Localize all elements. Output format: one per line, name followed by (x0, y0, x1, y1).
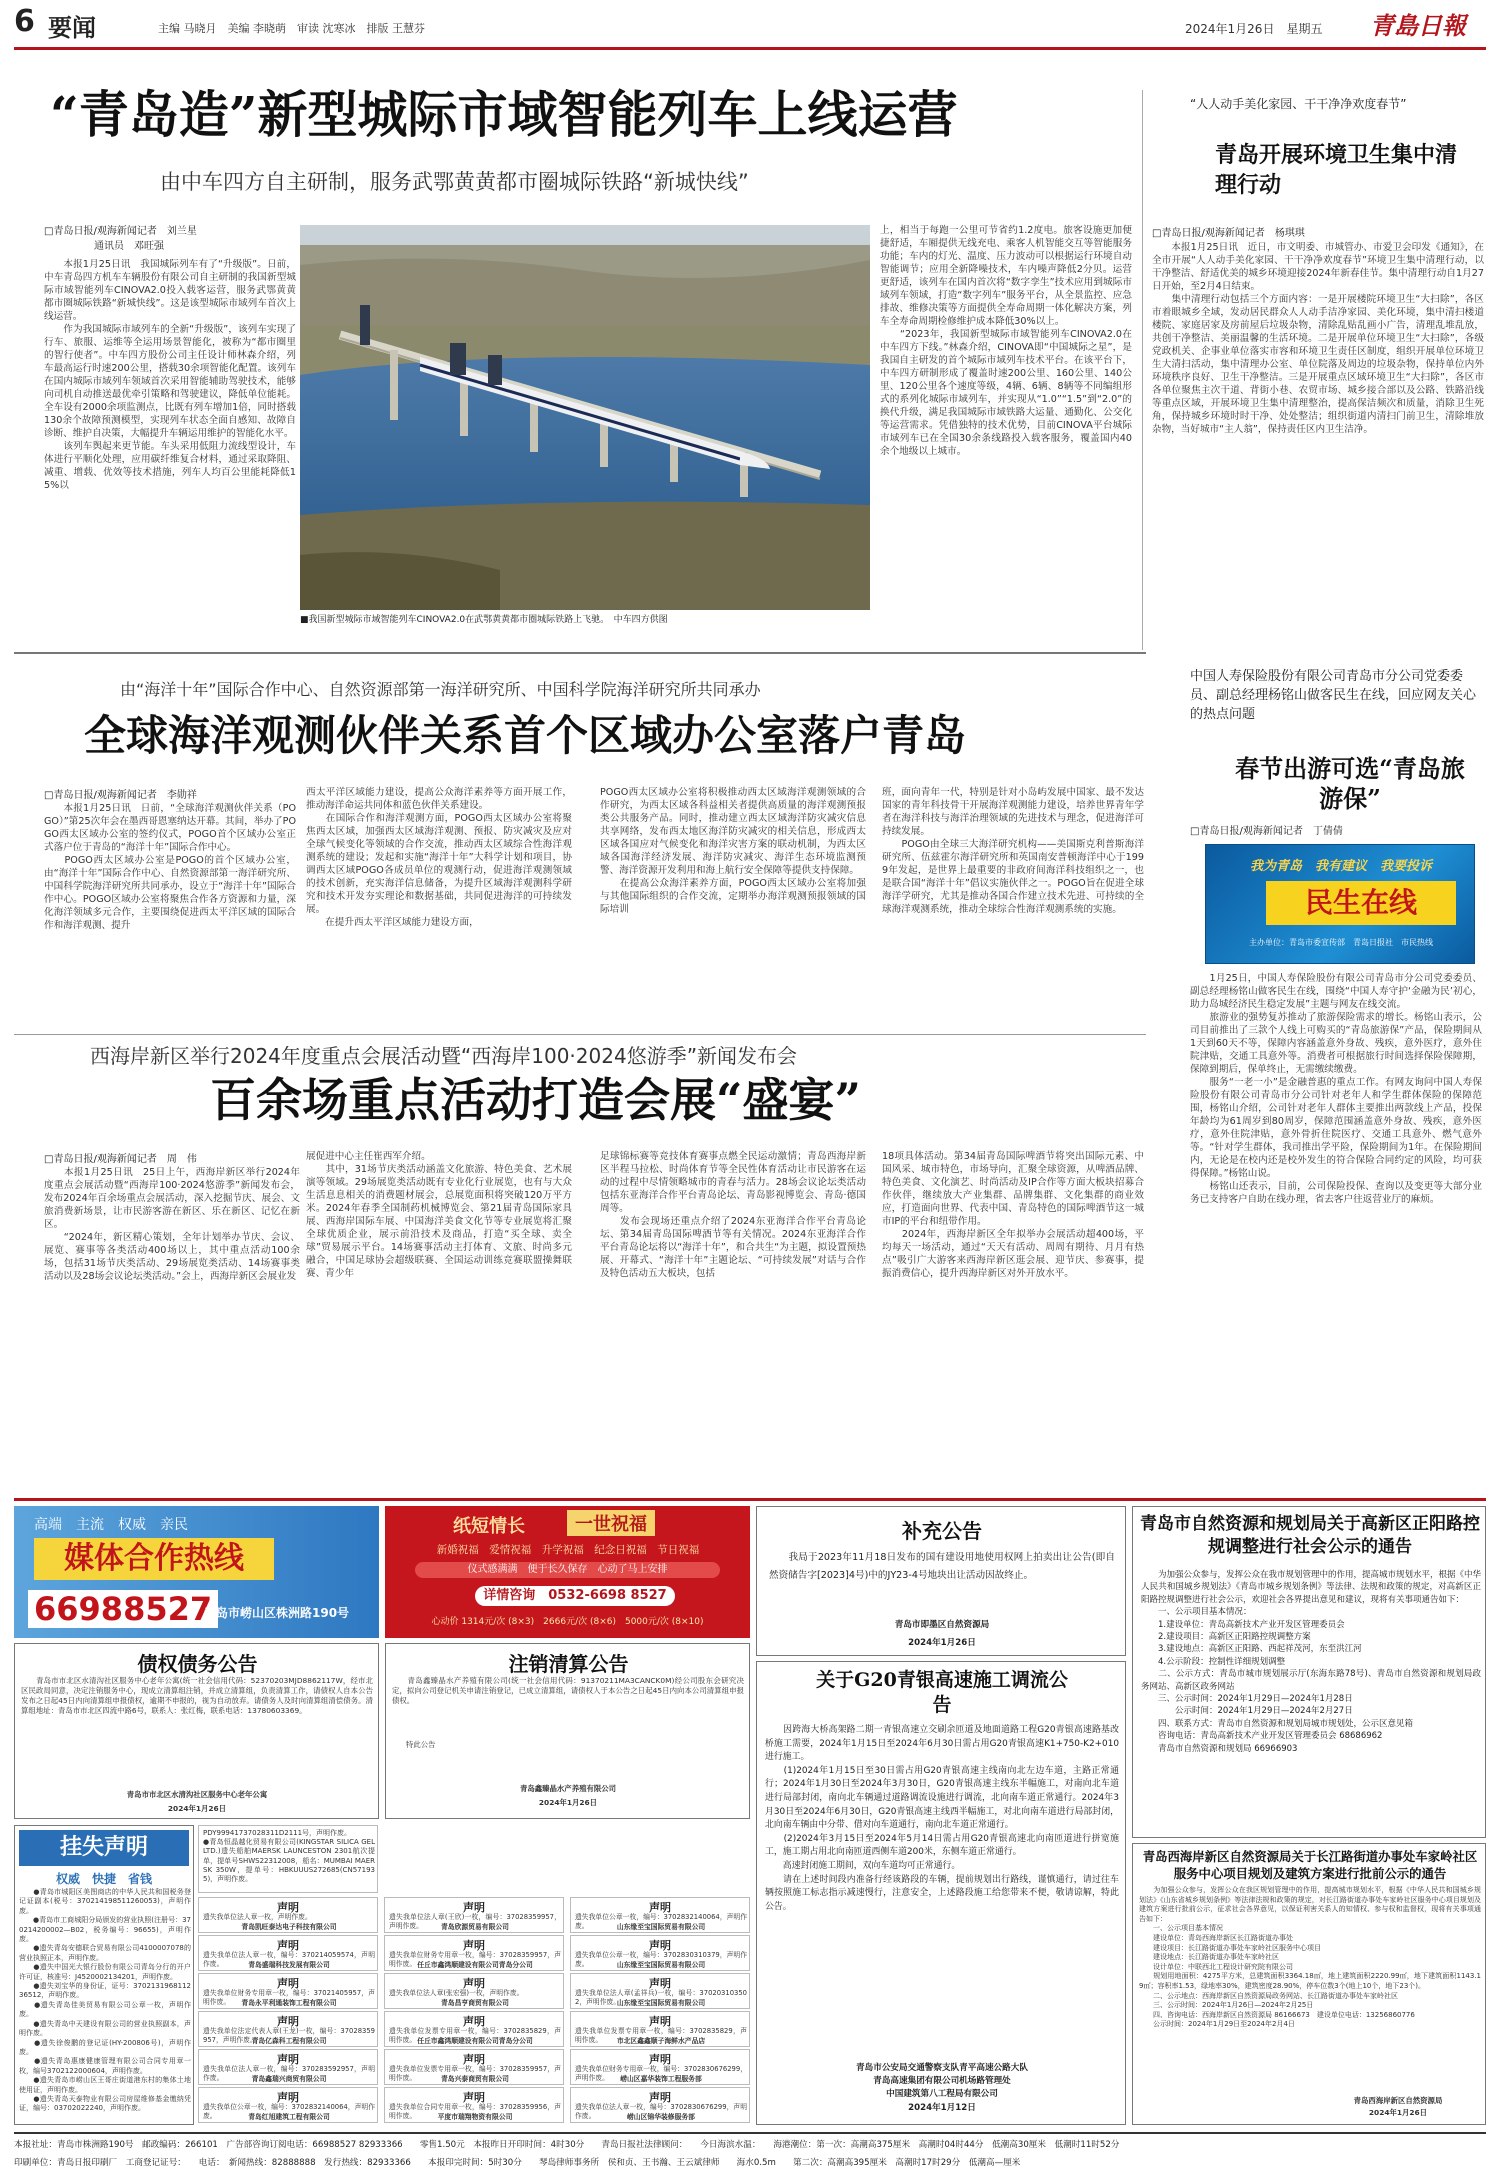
lost-notice-subtitle: 权威 快捷 省钱 (55, 1872, 152, 1886)
g20-notice-title: 关于G20青银高速施工调流公告 (816, 1669, 1068, 1716)
gaoxin-notice-body: 为加强公众参与，发挥公众在我市规划管理中的作用，提高城市规划水平，根据《中华人民共和国城乡规划法》《青岛市城乡规划条例》等法律、法规和政策的规定，对高新区正阳路控规调整进行社会公示，欢迎社会各界提出意见和建议，现将有关事项通告如下： 一、公示项目基本情况： 1.建设单位：青岛高新技术产业开发区管理委员会 2.建设项目：高新区正阳路控规调整方案 3.建设地点：高新区正阳路、西起祥茂河，东至洪江河 4.公示阶段：控制性详细规划调整 二、公示方式：青岛市城市规划展示厅(东海东路78号)、青岛市自然资源和规划局政务网站、高新区政务网站 三、公示时间：2024年1月29日—2024年1月28日 公示时间：2024年1月29日—2024年2月27日 四、联系方式：青岛市自然资源和规划局城市规划处，公示区意见箱 咨询电话：青岛高新技术产业开发区管理委员会 68686962 青岛市自然资源和规划局 66966903 (1141, 1570, 1482, 1754)
cancel-notice-title: 注销清算公告 (508, 1652, 629, 1676)
xihai-byline: □青岛日报/观海新闻记者 周 伟 (44, 1154, 197, 1165)
insurance-byline: □青岛日报/观海新闻记者 丁倩倩 (1190, 826, 1343, 837)
statement-body: 遗失我单位法人章(张宏强)一枚，声明作废。 (389, 1989, 524, 1997)
statement-signer: 青岛鑫瑞兴商贸有限公司 (251, 2075, 327, 2083)
statement-signer: 青岛欣源贸易有限公司 (441, 1923, 509, 1931)
ocean-column-3: POGO西太区域办公室将积极推动西太区域海洋观测领域的合作研究，为西太区域各科益相关者提供高质量的海洋观测预报类公共服务产品。同时，推动建立西太区域海洋防灾减灾信息共享网络，发布西太地区海洋防灾减灾的相关信息，形成西太区域各国应对气候变化和海洋灾害方案的联动机制，为西太区域各国海洋经济发展、海洋防灾减灾、海洋生态环境监测预警、海洋资源开发利用和海上航行安全保障等提供支持保障。 在提高公众海洋素养方面，POGO西太区域办公室将加强与其他国际组织的合作交流，定期举办海洋观测预报领域的国际培训 (600, 787, 866, 915)
statement-notice (198, 1973, 378, 2009)
statement-notice (384, 1897, 564, 1933)
wish-ad-title-1: 纸短情长 (453, 1516, 525, 1537)
statement-signer: 崂山区嘉华装饰工程服务部 (620, 2075, 702, 2083)
xihai-column-3: 足球锦标赛等竞技体育赛事点燃全民运动激情；青岛西海岸新区半程马拉松、时尚体育节等全民性体育活动让市民游客在运动的过程中尽情领略城市的青春与活力。28场会议论坛类活动包括东亚海洋合作平台青岛论坛、青岛影视博览会、青岛·德国周等。 发布会现场还重点介绍了2024东亚海洋合作平台青岛论坛、第34届青岛国际啤酒节等有关情况。2024东亚海洋合作平台青岛论坛将以“海洋十年”，和合共生“为主题，拟设置预热展、开幕式、“海洋十年”主题论坛、“可持续发展”对话与合作及特色活动五大板块，包括 (600, 1151, 866, 1279)
gaoxin-notice-title: 青岛市自然资源和规划局关于高新区正阳路控规调整进行社会公示的通告 (1140, 1514, 1480, 1557)
minsheng-banner-title: 民生在线 (1266, 881, 1456, 925)
ocean-headline: 全球海洋观测伙伴关系首个区域办公室落户青岛 (84, 711, 967, 760)
footer-line-1: 本报社址：青岛市株洲路190号 邮政编码：266101 广告部咨询订阅电话：66988527 82933366 零售1.50元 本报昨日开印时间：4时30分 青岛日报社法律顾问： 今日海滨水温： 海港潮位：第一次：高潮高375厘米 高潮时04时44分 低潮高30厘米 低潮时11时52分 (14, 2140, 1120, 2150)
statement-body: 遗失我单位法人章(王欣)一枚，编号：37028359957，声明作废。 (389, 1913, 561, 1930)
statement-signer: 山东缘至宝国际贸易有限公司 (616, 1923, 706, 1931)
statement-signer: 平度市瑞翔物资有限公司 (437, 2113, 513, 2121)
xihai-column-2: 展促进中心主任崔西军介绍。 其中，31场节庆类活动涵盖文化旅游、特色美食、艺术展演等领域。29场展览类活动既有专业化行业展览，也有与大众生活息息相关的消费题材展会，总展览面积将突破120万平方米。2024年春季全国制药机械博览会、第21届青岛国际家具展、西海岸国际车展、中国海洋美食文化节等专业展览将汇聚全球优质企业，展示前沿技术及商品，打造“买全球、卖全球”贸易展示平台。14场赛事活动主打体育、文旅、时尚多元融合，中国足球协会超级联赛、全国运动训练竞赛联盟操舞联赛、青少年 (306, 1151, 572, 1279)
statement-title: 声明 (649, 1939, 671, 1952)
newspaper-logo: 青島日報 (1370, 11, 1466, 40)
editor-credits: 主编 马晓月 美编 李晓萌 审读 沈寒冰 排版 王慧芬 (158, 22, 425, 35)
ocean-column-1: 本报1月25日讯 日前，“全球海洋观测伙伴关系（POGO）”第25次年会在墨西哥恩塞纳达开幕。其间，举办了POGO西太区域办公室的签约仪式，POGO首个区域办公室正式落户位于青岛的“海洋十年”国际合作中心。 POGO西太区域办公室是POGO的首个区域办公室，由“海洋十年”国际合作中心、自然资源部第一海洋研究所、中国科学院海洋研究所共同承办，设立于“海洋十年”国际合作中心。POGO区域办公室将聚焦合作各方资源和力量，深化海洋领域多元合作，主要围绕促进西太平洋区域的国际合作和海洋观测、提升 (44, 803, 296, 931)
ship-notice (198, 1825, 378, 1893)
debt-notice-signer: 青岛市市北区水清沟社区服务中心老年公寓 (126, 1790, 268, 1799)
statement-title: 声明 (277, 1901, 299, 1914)
debt-notice-date: 2024年1月26日 (167, 1804, 227, 1813)
statement-notice (384, 2049, 564, 2085)
lost-notice-title: 挂失声明 (19, 1830, 189, 1866)
lead-byline: □青岛日报/观海新闻记者 刘兰星 通讯员 邓旺强 (44, 226, 197, 252)
minsheng-banner-top: 我为青岛 我有建议 我要投诉 (1249, 859, 1432, 874)
statement-body: 遗失我单位公章一枚，编号：3702832140064，声明作废。 (575, 1913, 747, 1930)
statement-signer: 青岛兴泰商贸有限公司 (441, 2075, 509, 2083)
minsheng-banner-sub: 主办单位：青岛市委宣传部 青岛日报社 市民热线 (1249, 938, 1433, 947)
statement-title: 声明 (463, 2053, 485, 2066)
media-ad-address: 青岛市崂山区株洲路190号 (204, 1606, 350, 1620)
page-number: 6 (14, 4, 35, 39)
footer-line-2: 印刷单位：青岛日报印刷厂 工商登记证号： 电话： 新闻热线：82888888 发行热线：82933366 本报印完时间：5时30分 琴岛律师事务所 侯和贞、王书瀚、王云斌律师 海水0.5m 第二次：高潮高395厘米 高潮时17时29分 低潮高—厘米 (14, 2158, 1021, 2168)
statement-body: 遗失我单位合同专用章一枚，编号：37028359956，声明作废。 (389, 2103, 561, 2120)
media-ad-phone: 66988527 (28, 1590, 218, 1628)
insurance-body: 1月25日，中国人寿保险股份有限公司青岛市分公司党委委员、副总经理杨铭山做客民生在线，围绕“中国人寿守护‘金融为民’初心，助力岛城经济民生稳定发展”主题与网友在线交流。 旅游业的强势复苏推动了旅游保险需求的增长。杨铭山表示，公司目前推出了三款个人线上可购买的“青岛旅游保”产品，保险期间从1天到60天不等，保障内容涵盖意外身故、残疾，意外医疗，意外住院津贴，交通工具意外等。消费者可根据旅行时间选择保险保障期，保障到期后，保单终止，无需缴续缴费。 服务“一老一小”是金融普惠的重点工作。有网友询问中国人寿保险股份有限公司青岛市分公司针对老年人和学生群体保险的保障范围，杨铭山介绍，公司针对老年人群体主要推出两款线上产品，投保年龄均为61周岁到80周岁，保障范围涵盖意外身故、残疾，意外医疗，意外住院津贴，意外骨折住院医疗、交通工具意外、燃气意外等。“针对学生群体，我司推出学平险，保险期间为1年。在保险期间内，无论是在校内还是校外发生的符合保险合同约定的风险，均可获得保障。”杨铭山说。 杨铭山还表示，目前，公司保险投保、查询以及变更等大部分业务已支持客户自助在线办理，省去客户往返营业厅的麻烦。 (1190, 973, 1482, 1205)
insurance-kicker: 中国人寿保险股份有限公司青岛市分公司党委委员、副总经理杨铭山做客民生在线，回应网友关心的热点问题 (1190, 669, 1477, 722)
statement-signer: 任丘市鑫鸿顺建设有限公司青岛分公司 (417, 1961, 533, 1969)
cleanup-headline: 青岛开展环境卫生集中清理行动 (1215, 142, 1458, 198)
debt-notice (14, 1643, 379, 1819)
masthead (0, 0, 1500, 46)
debt-notice-body: 青岛市市北区水清沟社区服务中心老年公寓(统一社会信用代码：52370203MJD8862117W，经市北区民政局同意，决定注销服务中心，现成立清算组注销，并成立清算组，负责清算工作，请债权人自本公告发布之日起45日内向清算组申报债权，逾期不申报的，视为自动放弃。请债务人及时向清算组清偿债务。清算组地址：青岛市市北区四流中路6号，联系人：张红梅，联系电话：13780603369。 (21, 1676, 373, 1715)
statement-notice (198, 2049, 378, 2085)
xihai-planning-notice-title: 青岛西海岸新区自然资源局关于长江路街道办事处车家岭社区服务中心项目规划及建筑方案进行批前公示的通告 (1142, 1849, 1478, 1881)
statement-body: 遗失我单位财务专用章一枚，编号：37021405957，声明作废。 (203, 1989, 375, 2006)
supplement-notice-title: 补充公告 (902, 1519, 982, 1543)
g20-notice-signer-1: 青岛市公安局交通警察支队青平高速公路大队 (856, 2063, 1028, 2073)
statement-body: 遗失我单位公章一枚，编号：3702830310379，声明作废。 (575, 1951, 747, 1968)
xihai-planning-notice-date: 2024年1月26日 (1368, 2108, 1428, 2117)
xihai-planning-notice (1132, 1843, 1486, 2125)
lead-column-1: 本报1月25日讯 我国城际列车有了“升级版”。日前，中车青岛四方机车车辆股份有限公司自主研制的我国新型城际市域智能列车CINOVA2.0投入载客运营，服务武鄂黄黄都市圈城际铁路“新城快线”。这是该型城际市域列车首次上线运营。 作为我国城际市域列车的全新“升级版”，该列车实现了行车、旅服、运维等全运用场景智能化，被称为“都市圈里的智行使者”。中车四方股份公司主任设计师林森介绍，列车最高运行时速200公里，搭载30余项智能化配置。该列车在国内城际市域列车领域首次采用智能辅助驾驶技术，能够向司机自动推送最优牵引策略和驾驶建议，降低单位能耗。全车设有2000余项监测点，比既有列车增加1倍，同时搭载130余个故障预测模型，实现列车状态全面自感知、故障自诊断、维护自决策，大幅提升车辆运用维护的智能化水平。 该列车舆起来更节能。车头采用低阻力流线型设计，车体进行平顺化处理，应用碳纤维复合材料，通过采取降阻、减重、增载、优效等技术措施，列车人均百公里能耗降低15%以 (44, 259, 296, 491)
insurance-headline: 春节出游可选“青岛旅游保” (1235, 754, 1465, 813)
lead-headline: “青岛造”新型城际市域智能列车上线运营 (50, 85, 958, 144)
xihai-column-4: 18项具体活动。第34届青岛国际啤酒节将突出国际元素、中国风采、城市特色，市场导向，汇聚全球资源，从啤酒品牌、特色美食、文化演艺、时尚活动及IP合作等方面大板块招募合作伙伴，继续放大产业集群、品牌集群、文化集群的商业效应，打造面向世界、代表中国、青岛特色的国际啤酒节这一城市IP的平台和纽带作用。 2024年，西海岸新区全年拟举办会展活动超400场，平均每天一场活动，通过“天天有活动、周周有期待、月月有热点”吸引广大游客来西海岸新区逛会展、迎节庆、参赛事，提振消费信心，提升西海岸新区对外开放水平。 (882, 1151, 1144, 1279)
statement-body: 遗失我单位法人章一枚，编号：3702830676299，声明作废。 (575, 2103, 747, 2120)
statement-title: 声明 (649, 2091, 671, 2104)
g20-notice-signer-3: 中国建筑第八工程局有限公司 (886, 2089, 998, 2099)
statement-title: 声明 (649, 2053, 671, 2066)
statement-signer: 山东缘至宝国际贸易有限公司 (616, 1999, 706, 2007)
cancel-notice-close: 特此公告 (406, 1740, 436, 1749)
wish-ad-hotline: 详情咨询 0532-6698 8527 (475, 1586, 675, 1606)
statement-signer: 青岛昌亨商贸有限公司 (441, 1999, 509, 2007)
supplement-notice-date: 2024年1月26日 (908, 1638, 976, 1648)
ocean-kicker: 由“海洋十年”国际合作中心、自然资源部第一海洋研究所、中国科学院海洋研究所共同承办 (120, 680, 761, 699)
ship-notice-body: PDY99941737028311D2111号，声明作废。 ●青岛恒晶越化贸易有限公司(KINGSTAR SILICA GEL LTD.)遗失船舶MAERSK LAUNCESTON 2301航次提单，提单号SHWS22312008，船名：MUMBAI MAERSK 350W，提单号：HBKUUUS272685(CN571935)，声明作废。 (203, 1829, 375, 1884)
statement-notice (570, 2049, 750, 2085)
wish-ad-title-2: 一世祝福 (567, 1510, 655, 1536)
statement-title: 声明 (649, 2015, 671, 2028)
supplement-notice (756, 1506, 1126, 1656)
cancel-notice-date: 2024年1月26日 (538, 1798, 598, 1807)
section-rule (14, 652, 1146, 654)
media-ad-title: 媒体合作热线 (34, 1538, 274, 1580)
statement-signer: 市北区鑫鑫顺子海鲜水产品店 (616, 2037, 706, 2045)
statement-title: 声明 (463, 1977, 485, 1990)
divider (1142, 90, 1143, 650)
statement-title: 声明 (277, 2015, 299, 2028)
minsheng-banner (1205, 844, 1475, 964)
statement-title: 声明 (277, 1939, 299, 1952)
statement-signer: 青岛凯旺泰达电子科技有限公司 (241, 1923, 337, 1931)
lead-subhead: 由中车四方自主研制，服务武鄂黄黄都市圈城际铁路“新城快线” (160, 170, 749, 194)
g20-notice-date: 2024年1月12日 (908, 2103, 976, 2113)
cleanup-body: 本报1月25日讯 近日，市文明委、市城管办、市爱卫会印发《通知》，在全市开展“人人动手美化家园、干干净净欢度春节”环境卫生集中清理行动，以干净整洁、舒适优美的城乡环境迎接2024年新春佳节。集中清理行动自1月27日开始，至2月4日结束。 集中清理行动包括三个方面内容：一是开展楼院环境卫生“大扫除”，各区市着眼城乡全域，发动居民群众人人动手洁净家园、美化环境，集中清扫楼道楼院、家庭居家及房前屋后垃圾杂物，清除乱贴乱画小广告，清理乱堆乱放，共创干净整洁、美丽温馨的生活环境。二是开展单位环境卫生“大扫除”，各级党政机关、企事业单位落实市容和环境卫生责任区制度，组织开展单位环境卫生大清扫活动，集中清理办公室、单位院落及周边的垃圾杂物，保持单位内外环境秩序良好、卫生干净整洁。三是开展重点区域环境卫生“大扫除”，各区市各单位聚焦主次干道、背街小巷、农贸市场、城乡接合部以及公路、铁路沿线等重点区域，开展环境卫生集中清理整治，提高保洁频次和质量，消除卫生死角，保持城乡环境时时干净、处处整洁；组织街道内清扫门前卫生，清除堆放杂物，当好城市“主人翁”，保持责任区内卫生洁净。 (1152, 242, 1484, 435)
section-rule (14, 1034, 1146, 1035)
train-photo-caption: ■我国新型城际市域智能列车CINOVA2.0在武鄂黄黄都市圈城际铁路上飞驰。 中车四方供图 (300, 615, 668, 625)
xihai-planning-notice-body: 为加强公众参与，发挥公众在我区规划管理中的作用，提高城市规划水平，根据《中华人民共和国城乡规划法》《山东省城乡规划条例》等法律法规和政策的规定，对长江路街道办事处车家岭社区服务中心项目规划及建筑方案进行批前公示，征求社会各界意见，以保证利害关系人的知情权、参与权和监督权，现将有关事项通告如下： 一、公示项目基本情况 建设单位：青岛西海岸新区长江路街道办事处 建设项目：长江路街道办事处车家岭社区服务中心项目 建设地点：长江路街道办事处车家岭社区 设计单位：中联西北工程设计研究院有限公司 规划用地面积：4275平方米，总建筑面积3364.18㎡，地上建筑面积2220.99㎡，地下建筑面积1143.19㎡；容积率1.53，绿地率30%，建筑密度28.90%，停车位数3个(地上10个，地下23个)。 二、公示地点：西海岸新区自然资源局政务网站、长江路街道办事处车家岭社区 三、公示时间：2024年1月26日—2024年2月25日 四、咨询电话：西海岸新区自然资源局 86166673 建设单位电话：13256860776 公示时间：2024年1月29日至2024年2月4日 (1139, 1886, 1481, 2029)
statement-body: 遗失我单位财务专用章一枚，编号：37028359957，声明作废。 (389, 1951, 561, 1968)
lost-notice (14, 1825, 194, 2125)
lead-column-3: 上，相当于每跑一公里可节省约1.2度电。旅客设施更加便捷舒适，车厢提供无线充电、乘客人机智能交互等智能服务功能；车内的灯光、温度、压力波动可以根据运行环境自动智能调节；应用全新降噪技术，车内噪声降低2分贝。运营更舒适，该列车在国内首次将“数字孪生”技术应用到城际市域列车领域，打造“数字列车”服务平台，从全景监控、应急排故、维修决策等方面提供全寿命周期一体化解决方案，列车全寿命周期检修维护成本降低30%以上。 “2023年，我国新型城际市域智能列车CINOVA2.0在中车四方下线。”林森介绍，CINOVA即“中国城际之星”，是我国自主研发的首个城际市域列车技术平台。在该平台下，中车四方研制形成了覆盖时速200公里、160公里、140公里、120公里各个速度等级，4辆、6辆、8辆等不同编组形式的系列化城际市域列车，并实现从“1.0”“1.5”到“2.0”的换代升级，满足我国城际市域铁路大运量、通勤化、公交化等运营需求。凭借独特的技术优势，目前CINOVA平台城际市域列车已在全国30余条线路投入载客服务，覆盖国内40余个地级以上城市。 (880, 225, 1132, 457)
g20-notice-signer-2: 青岛高速集团有限公司机场路管理处 (873, 2076, 1011, 2086)
statement-notice (198, 1897, 378, 1933)
xihai-planning-notice-signer: 青岛西海岸新区自然资源局 (1353, 2096, 1443, 2105)
footer-rule (14, 2132, 1486, 2134)
statement-notice (384, 1973, 564, 2009)
g20-notice-body: 因跨海大桥高架路二期一青银高速立交刷余匝道及地面道路工程G20青银高速路基改桥施工需要，2024年1月15日至2024年6月30日需占用G20青银高速K1+750-K2+010进行施工。 (1)2024年1月15日至30日需占用G20青银高速主线南向北左边车道，主路正常通行；2024年1月30日至2024年3月30日，G20青银高速主线东半幅施工，对南向北车道进行局部封闭，南向北车辆通过道路调流设施进行调流，北向南车道正常通行。2024年3月30日至2024年6月30日，G20青银高速主线西半幅施工，对北向南车道进行局部封闭，北向南车辆由中分带、借对向车道通行，南向北车道正常通行。 (2)2024年3月15日至2024年5月14日需占用G20青银高速北向南匝道进行拼宽施工，施工期占用北向南匝道西侧车道200米，东侧车道正常通行。 高速封闭施工期间，双向车道均可正常通行。 请在上述时间段内准备行经该路段的车辆，提前规划出行路线，谨慎通行，请过往车辆按照施工标志指示减速慢行，注意安全，上述路段施工给您带来不便，敬请谅解，特此公告。 (765, 1725, 1119, 1912)
statement-signer: 青岛亿森科工程有限公司 (251, 2037, 327, 2045)
wish-ad (385, 1506, 750, 1638)
masthead-rule (14, 47, 1486, 50)
train-photo-image (300, 225, 870, 610)
ads-rule (14, 1498, 1486, 1501)
statement-signer: 青岛红旭建筑工程有限公司 (248, 2113, 330, 2121)
supplement-notice-body: 我局于2023年11月18日发布的国有建设用地使用权网上拍卖出让公告(即自然资储告字[2023]4号)中的JY23-4号地块出让活动因故终止。 (769, 1552, 1115, 1581)
statement-body: 遗失我单位法人章(孟祥兵)一枚，编号：370203103502，声明作废。 (575, 1989, 747, 2006)
xihai-headline: 百余场重点活动打造会展“盛宴” (210, 1073, 861, 1127)
statement-signer: 山东缘至宝国际贸易有限公司 (616, 1961, 706, 1969)
statement-signer: 青岛永平利通装饰工程有限公司 (241, 1999, 337, 2007)
cleanup-kicker: “人人动手美化家园、干干净净欢度春节” (1190, 97, 1407, 111)
statement-body: 遗失我单位法人章一枚，编号：370283592957，声明作废。 (203, 2065, 375, 2082)
statement-notice (570, 2011, 750, 2047)
statement-body: 遗失我单位法人章一枚，声明作废。 (203, 1913, 312, 1921)
statement-notice (198, 1935, 378, 1971)
statement-signer: 任丘市鑫鸿顺建设有限公司青岛分公司 (417, 2037, 533, 2045)
statement-grid (198, 1897, 750, 2125)
statement-notice (570, 2087, 750, 2123)
media-ad-tags: 高端 主流 权威 亲民 (34, 1517, 188, 1533)
statement-body: 遗失我单位法定代表人章(王龙)一枚，编号：37028359957，声明作废。 (203, 2027, 375, 2044)
statement-notice (570, 1935, 750, 1971)
cancel-notice-body: 青岛鑫臻晶水产养殖有限公司(统一社会信用代码：91370211MA3CANCK0M)经公司股东会研究决定，拟向公司登记机关申请注销登记，已成立清算组，请债权人于本公告之日起45日内向本公司清算组申报债权。 (392, 1676, 744, 1705)
statement-notice (198, 2011, 378, 2047)
wish-ad-slogan: 仪式感满满 便于长久保存 心动了马上安排 (415, 1562, 720, 1578)
statement-title: 声明 (277, 2053, 299, 2066)
statement-notice (570, 1973, 750, 2009)
statement-notice (384, 1935, 564, 1971)
debt-notice-title: 债权债务公告 (137, 1652, 258, 1676)
section-name: 要闻 (48, 14, 96, 42)
media-ad (14, 1506, 379, 1638)
wish-ad-price: 心动价 1314元/次 (8×3) 2666元/次 (8×6) 5000元/次 (8×10) (431, 1617, 704, 1627)
wish-ad-items: 新婚祝福 爱情祝福 升学祝福 纪念日祝福 节日祝福 (436, 1544, 700, 1556)
statement-title: 声明 (463, 2091, 485, 2104)
cleanup-byline: □青岛日报/观海新闻记者 杨琪琪 (1152, 228, 1305, 239)
lost-notice-body: ●青岛市城阳区美图商店的中华人民共和国税务登记证副本(税号：370214198511260053)，声明作废。 ●青岛市工商城阳分局颁发的营业执照(注册号：370214200002—B02，税务编号：96655)，声明作废。 ●遗失青岛安德联合贸易有限公司4100007078的营业执照正本，声明作废。 ●遗失中国光大银行股份有限公司青岛分行的开户许可证，核准号：J4520002134201，声明作废。 ●遗失刘宝华的身份证，证号：370213196811236512，声明作废。 ●遗失青岛佳美贸易有限公司公章一枚，声明作废。 ●遗失青岛中天建设有限公司的营业执照副本，声明作废。 ●遗失徐俊鹏的登记证(HY-200806号)，声明作废。 ●遗失青岛惠康健康管理有限公司合同专用章一枚，编号3702122000604，声明作废。 ●遗失青岛市崂山区王哥庄街道港东村的集体土地使用证，声明作废。 ●遗失青岛天泰物业有限公司房屋维修基金缴纳凭证，编号：03702022240，声明作废。 (19, 1888, 191, 2113)
issue-date: 2024年1月26日 星期五 (1185, 22, 1323, 36)
statement-title: 声明 (463, 2015, 485, 2028)
ocean-byline: □青岛日报/观海新闻记者 李勋祥 (44, 790, 197, 801)
cancel-notice (385, 1643, 750, 1819)
statement-notice (384, 2087, 564, 2123)
statement-body: 遗失我单位公章一枚，编号：3702832140064，声明作废。 (203, 2103, 375, 2120)
statement-title: 声明 (277, 1977, 299, 1990)
supplement-notice-signer: 青岛市即墨区自然资源局 (894, 1620, 990, 1630)
xihai-column-1: 本报1月25日讯 25日上午，西海岸新区举行2024年度重点会展活动暨“西海岸100·2024悠游季”新闻发布会，发布2024年百余场重点会展活动，深入挖掘节庆、展会、文旅消费新场景，让市民游客游在新区、乐在新区、记忆在新区。 “2024年，新区精心策划，全年计划举办节庆、会议、展览、赛事等各类活动400场以上，其中重点活动100余场，包括31场节庆类活动、29场展览类活动、14场赛事类活动以及28场会议论坛类活动。”会上，西海岸新区会展业发 (44, 1167, 300, 1282)
statement-title: 声明 (463, 1939, 485, 1952)
statement-notice (570, 1897, 750, 1933)
cancel-notice-signer: 青岛鑫臻晶水产养殖有限公司 (519, 1784, 617, 1793)
statement-notice (198, 2087, 378, 2123)
statement-title: 声明 (649, 1901, 671, 1914)
ocean-column-4: 班，面向青年一代，特别是针对小岛屿发展中国家、最不发达国家的青年科技骨干开展海洋观测能力建设，培养世界青年学者在海洋科技与海洋治理领域的先进技术与理念，促进海洋可持续发展。 POGO由全球三大海洋研究机构——美国斯克利普斯海洋研究所、伍兹霍尔海洋研究所和英国南安普顿海洋中心于1999年发起，是世界上最重要的非政府间海洋科技组织之一，也是联合国“海洋十年”倡议实施伙伴之一。POGO旨在促进全球海洋学研究，尤其是推动各国合作建立技术先进、可持续的全球海洋观测系统，推动全球综合性海洋观测系统的实施。 (882, 787, 1144, 915)
statement-notice (384, 2011, 564, 2047)
statement-body: 遗失我单位法人章一枚，编号：370214059574，声明作废。 (203, 1951, 375, 1968)
gaoxin-notice (1132, 1506, 1486, 1838)
statement-title: 声明 (277, 2091, 299, 2104)
statement-signer: 崂山区锦华装修服务部 (627, 2113, 695, 2121)
statement-title: 声明 (649, 1977, 671, 1990)
train-photo (300, 225, 870, 610)
xihai-kicker: 西海岸新区举行2024年度重点会展活动暨“西海岸100·2024悠游季”新闻发布会 (90, 1044, 798, 1068)
statement-signer: 青岛盛瑞科技发展有限公司 (248, 1961, 330, 1969)
statement-body: 遗失我单位发票专用章一枚，编号：3702835829，声明作废。 (389, 2027, 561, 2044)
g20-notice (756, 1661, 1126, 2125)
statement-body: 遗失我单位财务专用章一枚，编号：3702830676299，声明作废。 (575, 2065, 747, 2082)
statement-body: 遗失我单位发票专用章一枚，编号：37028359957，声明作废。 (389, 2065, 561, 2082)
statement-title: 声明 (463, 1901, 485, 1914)
statement-body: 遗失我单位发票专用章一枚，编号：3702835829，声明作废。 (575, 2027, 747, 2044)
ocean-column-2: 西太平洋区域能力建设，提高公众海洋素养等方面开展工作，推动海洋命运共同体和蓝色伙伴关系建设。 在国际合作和海洋观测方面，POGO西太区域办公室将聚焦西太区域，加强西太区域海洋观测、预报、防灾减灾及应对全球气候变化等领域的合作交流，推动西太区域综合性海洋观测系统的建设；发起和实施“海洋十年”大科学计划和项目，协调西太区域POGO各成员单位的观测行动，促进海洋观测领域的技术创新，充实海洋信息储备，为提升区域海洋观测科学研究和技术开发夯实理论和数据基础，共同促进海洋的可持续发展。 在提升西太平洋区域能力建设方面， (306, 787, 572, 928)
